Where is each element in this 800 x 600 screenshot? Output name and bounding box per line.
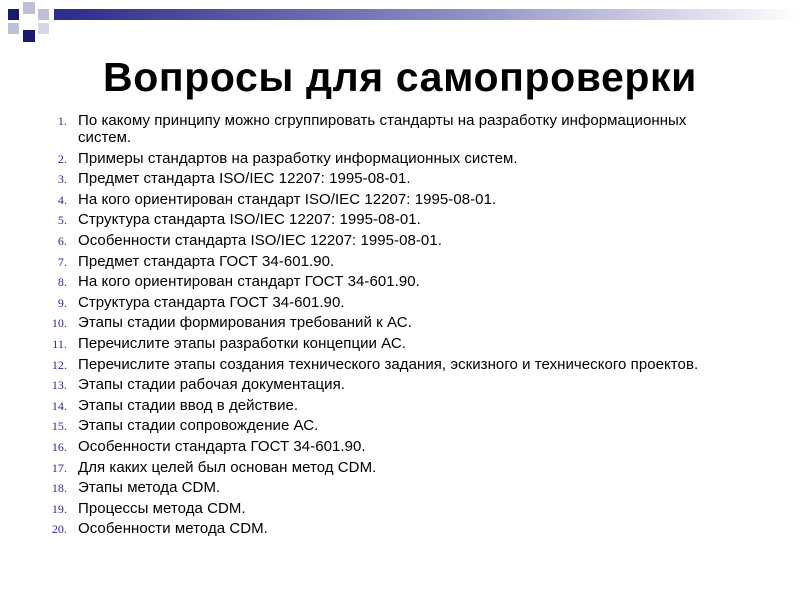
question-item bbox=[0, 112, 800, 146]
square-light-2 bbox=[38, 9, 49, 20]
question-item bbox=[0, 273, 800, 290]
question-number: 12. bbox=[51, 357, 67, 372]
question-item bbox=[0, 438, 800, 455]
question-text: Этапы метода CDM. bbox=[78, 479, 221, 497]
question-text: Этапы стадии формирования требований к АС. bbox=[78, 314, 412, 332]
square-dark-2 bbox=[23, 30, 35, 42]
question-item bbox=[0, 356, 800, 373]
square-dark-1 bbox=[8, 9, 19, 20]
header-gradient-bar bbox=[54, 9, 800, 20]
question-number: 3. bbox=[57, 172, 67, 187]
question-text: Этапы стадии сопровождение АС. bbox=[78, 417, 319, 435]
question-item bbox=[0, 417, 800, 434]
question-text: Особенности метода CDM. bbox=[78, 520, 268, 538]
question-text: Особенности стандарта ISO/IEC 12207: 1995-08-01. bbox=[78, 231, 442, 249]
question-item bbox=[0, 211, 800, 228]
question-number: 9. bbox=[57, 295, 67, 310]
question-item bbox=[0, 170, 800, 187]
question-text: Процессы метода CDM. bbox=[78, 499, 246, 517]
question-number: 16. bbox=[51, 439, 67, 454]
question-text: Предмет стандарта ГОСТ 34-601.90. bbox=[78, 252, 335, 270]
question-number: 1. bbox=[57, 114, 67, 128]
square-light-4 bbox=[38, 23, 49, 34]
question-item bbox=[0, 294, 800, 311]
question-item bbox=[0, 479, 800, 496]
question-text: На кого ориентирован стандарт ISO/IEC 12207: 1995-08-01. bbox=[78, 190, 497, 208]
question-number: 15. bbox=[51, 419, 67, 434]
question-item bbox=[0, 150, 800, 167]
question-item bbox=[0, 191, 800, 208]
question-number: 14. bbox=[51, 398, 67, 413]
question-item bbox=[0, 500, 800, 517]
question-number: 7. bbox=[57, 254, 67, 269]
question-number: 19. bbox=[51, 501, 67, 516]
question-text: Для каких целей был основан метод CDM. bbox=[78, 458, 377, 476]
question-number: 10. bbox=[51, 316, 67, 331]
question-item bbox=[0, 335, 800, 352]
question-item bbox=[0, 376, 800, 393]
question-number: 2. bbox=[57, 151, 67, 166]
question-text: По какому принципу можно сгруппировать стандарты на разработку информационных систем. bbox=[78, 112, 687, 146]
question-item bbox=[0, 253, 800, 270]
question-text: Структура стандарта ISO/IEC 12207: 1995-08-01. bbox=[78, 211, 421, 229]
question-number: 5. bbox=[57, 213, 67, 228]
question-text: На кого ориентирован стандарт ГОСТ 34-601.90. bbox=[78, 273, 420, 291]
question-item bbox=[0, 520, 800, 537]
question-text: Предмет стандарта ISO/IEC 12207: 1995-08-01. bbox=[78, 170, 411, 188]
question-text: Этапы стадии ввод в действие. bbox=[78, 396, 299, 414]
question-item bbox=[0, 397, 800, 414]
question-number: 4. bbox=[57, 192, 67, 207]
question-number: 6. bbox=[57, 233, 67, 248]
question-list bbox=[0, 112, 800, 541]
question-text: Перечислите этапы создания технического задания, эскизного и технического проектов. bbox=[78, 355, 699, 373]
square-light-1 bbox=[23, 2, 35, 14]
question-item bbox=[0, 459, 800, 476]
page-title: Вопросы для самопроверки bbox=[103, 54, 697, 100]
question-text: Структура стандарта ГОСТ 34-601.90. bbox=[78, 293, 345, 311]
question-number: 8. bbox=[57, 275, 67, 290]
question-number: 13. bbox=[51, 378, 67, 393]
question-text: Этапы стадии рабочая документация. bbox=[78, 376, 345, 394]
question-number: 20. bbox=[51, 522, 67, 537]
question-number: 18. bbox=[51, 481, 67, 496]
question-number: 11. bbox=[52, 336, 67, 351]
question-text: Особенности стандарта ГОСТ 34-601.90. bbox=[78, 437, 366, 455]
question-item bbox=[0, 314, 800, 331]
question-text: Примеры стандартов на разработку информационных систем. bbox=[78, 149, 518, 167]
question-text: Перечислите этапы разработки концепции АС. bbox=[78, 334, 406, 352]
question-number: 17. bbox=[51, 460, 67, 475]
question-item bbox=[0, 232, 800, 249]
square-light-3 bbox=[8, 23, 19, 34]
